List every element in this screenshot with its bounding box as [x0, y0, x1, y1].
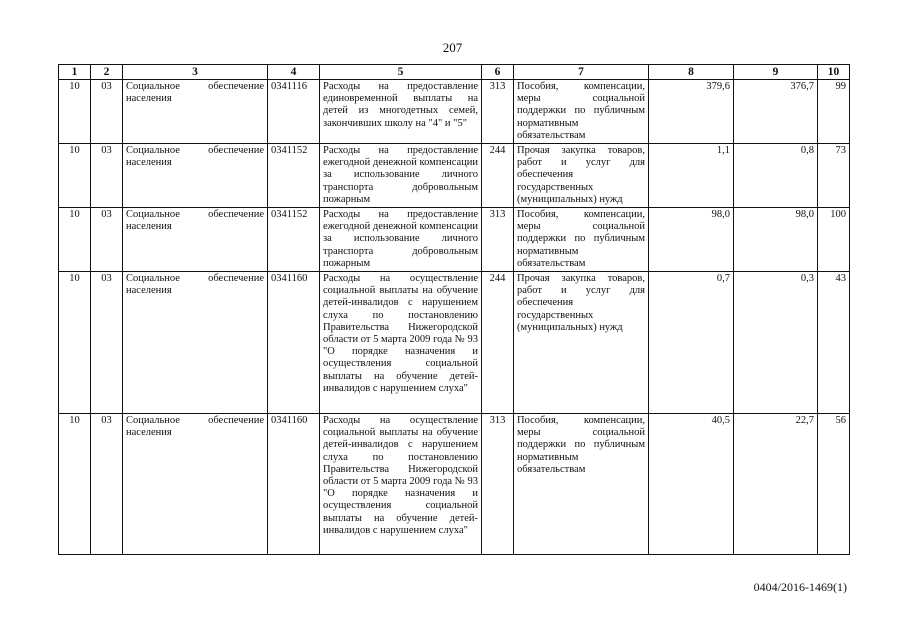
- column-header: 5: [320, 65, 482, 80]
- actual-amount: 98,0: [734, 208, 818, 272]
- target-article-code: 0341152: [268, 208, 320, 272]
- section-code: 10: [59, 144, 91, 208]
- subsection-name-text: Социальное обеспечение населения: [126, 273, 264, 297]
- expense-type-name: Пособия, компенсации, меры социальной поддержки по публичным нормативным обязательствам: [514, 208, 649, 272]
- budget-table: [58, 64, 850, 555]
- column-header: 6: [482, 65, 514, 80]
- column-header: 8: [649, 65, 734, 80]
- execution-percent: 100: [818, 208, 850, 272]
- table-row: [59, 414, 850, 555]
- expense-type-code: 313: [482, 208, 514, 272]
- header-row: [59, 65, 850, 80]
- subsection-name: [123, 272, 268, 414]
- page-number: 207: [442, 40, 463, 55]
- column-header: 2: [91, 65, 123, 80]
- column-header: 4: [268, 65, 320, 80]
- expense-type-name: Пособия, компенсации, меры социальной поддержки по публичным нормативным обязательствам: [514, 414, 649, 555]
- expense-type-name: Прочая закупка товаров, работ и услуг для обеспечения государственных (муниципальных) нужд: [514, 272, 649, 414]
- subsection-name: [123, 80, 268, 144]
- target-article-code: 0341160: [268, 272, 320, 414]
- section-code: 10: [59, 414, 91, 555]
- subsection-code: 03: [91, 80, 123, 144]
- subsection-name: [123, 144, 268, 208]
- expense-description: Расходы на предоставление единовременной выплаты на детей из многодетных семей, закончивших школу на "4" и "5": [320, 80, 482, 144]
- execution-percent: 43: [818, 272, 850, 414]
- section-code: 10: [59, 208, 91, 272]
- section-code: 10: [59, 80, 91, 144]
- planned-amount: 98,0: [649, 208, 734, 272]
- subsection-code: 03: [91, 208, 123, 272]
- subsection-code: 03: [91, 272, 123, 414]
- column-header: 9: [734, 65, 818, 80]
- expense-description: Расходы на предоставление ежегодной денежной компенсации за использование личного транспорта добровольным пожарным: [320, 144, 482, 208]
- subsection-name-text: Социальное обеспечение населения: [126, 145, 264, 169]
- table-row: [59, 208, 850, 272]
- expense-type-code: 313: [482, 80, 514, 144]
- target-article-code: 0341160: [268, 414, 320, 555]
- execution-percent: 99: [818, 80, 850, 144]
- column-header: 1: [59, 65, 91, 80]
- subsection-name-text: Социальное обеспечение населения: [126, 81, 264, 105]
- planned-amount: 1,1: [649, 144, 734, 208]
- subsection-name-text: Социальное обеспечение населения: [126, 415, 264, 439]
- subsection-name: [123, 414, 268, 555]
- actual-amount: 0,8: [734, 144, 818, 208]
- actual-amount: 376,7: [734, 80, 818, 144]
- subsection-name-text: Социальное обеспечение населения: [126, 209, 264, 233]
- expense-type-name: Прочая закупка товаров, работ и услуг для обеспечения государственных (муниципальных) нужд: [514, 144, 649, 208]
- expense-description: Расходы на осуществление социальной выплаты на обучение детей-инвалидов с нарушением слуха по постановлению Правительства Нижегородской области от 5 марта 2009 года № 93 "О порядке назначения и осуществления социальной выплаты на обучение детей-инвалидов с нарушением слуха": [320, 414, 482, 555]
- table-row: [59, 272, 850, 414]
- table-row: [59, 80, 850, 144]
- document-code: 0404/2016-1469(1): [753, 580, 847, 594]
- target-article-code: 0341116: [268, 80, 320, 144]
- subsection-code: 03: [91, 414, 123, 555]
- subsection-name: [123, 208, 268, 272]
- column-header: 3: [123, 65, 268, 80]
- planned-amount: 0,7: [649, 272, 734, 414]
- planned-amount: 40,5: [649, 414, 734, 555]
- expense-type-code: 244: [482, 272, 514, 414]
- execution-percent: 56: [818, 414, 850, 555]
- expense-description: Расходы на осуществление социальной выплаты на обучение детей-инвалидов с нарушением слуха по постановлению Правительства Нижегородской области от 5 марта 2009 года № 93 "О порядке назначения и осуществления социальной выплаты на обучение детей-инвалидов с нарушением слуха": [320, 272, 482, 414]
- expense-type-code: 313: [482, 414, 514, 555]
- column-header: 7: [514, 65, 649, 80]
- subsection-code: 03: [91, 144, 123, 208]
- table-row: [59, 144, 850, 208]
- execution-percent: 73: [818, 144, 850, 208]
- section-code: 10: [59, 272, 91, 414]
- actual-amount: 0,3: [734, 272, 818, 414]
- expense-description: Расходы на предоставление ежегодной денежной компенсации за использование личного транспорта добровольным пожарным: [320, 208, 482, 272]
- planned-amount: 379,6: [649, 80, 734, 144]
- expense-type-name: Пособия, компенсации, меры социальной поддержки по публичным нормативным обязательствам: [514, 80, 649, 144]
- target-article-code: 0341152: [268, 144, 320, 208]
- expense-type-code: 244: [482, 144, 514, 208]
- actual-amount: 22,7: [734, 414, 818, 555]
- column-header: 10: [818, 65, 850, 80]
